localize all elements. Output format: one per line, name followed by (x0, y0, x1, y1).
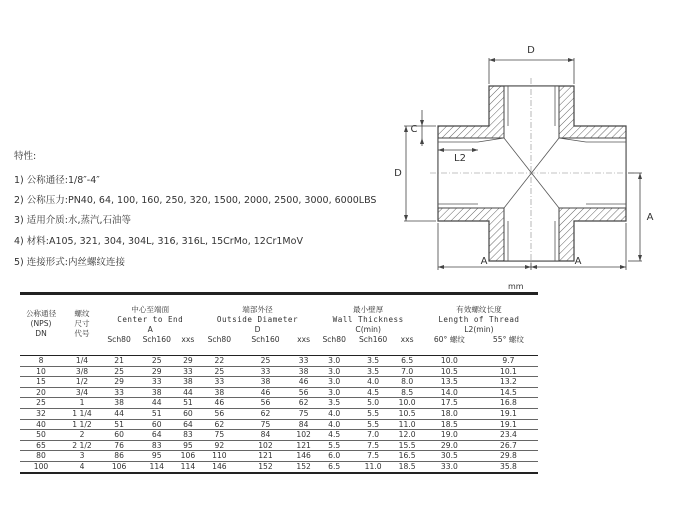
table-cell: 62 (291, 398, 317, 409)
table-cell: 51 (102, 419, 136, 430)
header-thread-55: 55° 螺纹 (492, 335, 524, 344)
table-cell: 26.7 (479, 440, 538, 451)
table-cell: 60 (136, 419, 177, 430)
table-cell: 60 (102, 430, 136, 441)
table-cell: 7.5 (352, 440, 395, 451)
table-cell: 13.5 (420, 377, 479, 388)
table-cell: 20 (20, 387, 62, 398)
header-od-cn: 端部外径 (198, 294, 316, 316)
spec-item: 3) 适用介质:水,蒸汽,石油等 (14, 215, 132, 226)
table-cell: 40 (20, 419, 62, 430)
table-cell: 44 (177, 387, 198, 398)
table-cell: 3.0 (317, 387, 352, 398)
table-row (20, 408, 538, 419)
label-a-bottom-left: A (480, 256, 488, 267)
table-cell: 4.0 (317, 408, 352, 419)
header-thread-sym: L2(min) (464, 325, 494, 334)
table-cell: 106 (177, 451, 198, 462)
header-center-cn: 中心至端面 (102, 294, 198, 316)
table-cell: 1/2 (62, 377, 102, 388)
table-cell: 114 (136, 461, 177, 472)
header-sch160: Sch160 (358, 335, 388, 344)
table-cell: 10.1 (479, 366, 538, 377)
table-cell: 62 (240, 408, 290, 419)
table-cell: 9.7 (479, 356, 538, 367)
table-cell: 146 (198, 461, 240, 472)
table-cell: 38 (291, 366, 317, 377)
table-cell: 4.0 (317, 419, 352, 430)
header-od-en: Outside Diameter (216, 315, 299, 324)
table-cell: 56 (240, 398, 290, 409)
table-cell: 110 (198, 451, 240, 462)
table-cell: 14.5 (479, 387, 538, 398)
table-cell: 152 (291, 461, 317, 472)
header-xxs: xxs (400, 335, 414, 344)
unit-label: mm (508, 282, 524, 291)
table-cell: 46 (198, 398, 240, 409)
table-cell: 8 (20, 356, 62, 367)
table-cell: 38 (102, 398, 136, 409)
table-row (20, 366, 538, 377)
header-wall-sym: C(min) (355, 325, 381, 334)
header-center-en: Center to End (117, 315, 184, 324)
table-cell: 33 (177, 366, 198, 377)
table-cell: 3.0 (317, 377, 352, 388)
table-cell: 6.5 (317, 461, 352, 472)
table-cell: 8.0 (394, 377, 419, 388)
table-row (20, 430, 538, 441)
table-row (20, 377, 538, 388)
table-row (20, 451, 538, 462)
table-cell: 16.8 (479, 398, 538, 409)
header-xxs: xxs (297, 335, 311, 344)
table-cell: 10.5 (394, 408, 419, 419)
table-cell: 80 (20, 451, 62, 462)
table-cell: 5.5 (352, 408, 395, 419)
table-cell: 29.0 (420, 440, 479, 451)
table-cell: 1 1/4 (62, 408, 102, 419)
table-cell: 4 (62, 461, 102, 472)
table-cell: 33.0 (420, 461, 479, 472)
label-c: C (410, 124, 418, 135)
table-cell: 11.0 (352, 461, 395, 472)
table-cell: 38 (136, 387, 177, 398)
header-od-sym: D (254, 325, 261, 334)
table-cell: 64 (136, 430, 177, 441)
table-cell: 10.0 (420, 356, 479, 367)
table-cell: 3/4 (62, 387, 102, 398)
table-cell: 25 (198, 366, 240, 377)
table-cell: 22 (198, 356, 240, 367)
table-cell: 50 (20, 430, 62, 441)
header-sch160: Sch160 (142, 335, 171, 344)
cross-fitting-drawing (386, 38, 658, 274)
table-cell: 33 (291, 356, 317, 367)
table-cell: 7.0 (352, 430, 395, 441)
table-cell: 83 (136, 440, 177, 451)
table-body (20, 356, 538, 473)
table-cell: 6.5 (394, 356, 419, 367)
table-cell: 75 (240, 419, 290, 430)
header-sch80: Sch80 (322, 335, 346, 344)
header-thread-60: 60° 螺纹 (433, 335, 465, 344)
spec-item: 4) 材料:A105, 321, 304, 304L, 316, 316L, 15CrMo, 12Cr1MoV (14, 236, 303, 247)
specs-heading: 特性: (14, 151, 37, 162)
table-cell: 3.5 (352, 356, 395, 367)
table-cell: 25 (240, 356, 290, 367)
label-l2: L2 (454, 153, 466, 164)
table-cell: 62 (198, 419, 240, 430)
label-a-bottom-right: A (574, 256, 582, 267)
table-cell: 102 (240, 440, 290, 451)
header-thread-cn: 有效螺纹长度 (420, 294, 538, 316)
table-cell: 51 (177, 398, 198, 409)
table-cell: 33 (198, 377, 240, 388)
table-row (20, 356, 538, 367)
table-cell: 86 (102, 451, 136, 462)
table-cell: 16.5 (394, 451, 419, 462)
table-cell: 146 (291, 451, 317, 462)
table-cell: 106 (102, 461, 136, 472)
table-cell: 102 (291, 430, 317, 441)
spec-item: 5) 连接形式:内丝螺纹连接 (14, 257, 125, 268)
table-cell: 75 (198, 430, 240, 441)
table-cell: 19.0 (420, 430, 479, 441)
table-row (20, 440, 538, 451)
table-cell: 3.0 (317, 356, 352, 367)
table-cell: 3.5 (352, 366, 395, 377)
table-cell: 92 (198, 440, 240, 451)
table-cell: 19.1 (479, 419, 538, 430)
table-cell: 29.8 (479, 451, 538, 462)
table-cell: 25 (136, 356, 177, 367)
table-cell: 5.5 (352, 419, 395, 430)
table-cell: 46 (240, 387, 290, 398)
table-row (20, 461, 538, 472)
table-cell: 2 1/2 (62, 440, 102, 451)
table-cell: 44 (102, 408, 136, 419)
table-cell: 6.0 (317, 451, 352, 462)
table-cell: 51 (136, 408, 177, 419)
table-cell: 100 (20, 461, 62, 472)
table-cell: 121 (240, 451, 290, 462)
table-cell: 29 (136, 366, 177, 377)
header-wall-cn: 最小壁厚 (317, 294, 420, 316)
table-cell: 33 (240, 366, 290, 377)
table-row (20, 398, 538, 409)
table-cell: 3.0 (317, 366, 352, 377)
table-cell: 95 (177, 440, 198, 451)
table-cell: 5.5 (317, 440, 352, 451)
header-thread-size: 螺纹 尺寸 代号 (62, 294, 102, 356)
table-cell: 76 (102, 440, 136, 451)
table-cell: 35.8 (479, 461, 538, 472)
table-cell: 1/4 (62, 356, 102, 367)
table-cell: 75 (291, 408, 317, 419)
table-cell: 25 (102, 366, 136, 377)
table-cell: 15 (20, 377, 62, 388)
table-cell: 152 (240, 461, 290, 472)
table-cell: 95 (136, 451, 177, 462)
table-cell: 7.5 (352, 451, 395, 462)
table-cell: 23.4 (479, 430, 538, 441)
table-cell: 12.0 (394, 430, 419, 441)
table-cell: 33 (102, 387, 136, 398)
table-cell: 13.2 (479, 377, 538, 388)
header-center-sym: A (147, 325, 153, 334)
table-cell: 19.1 (479, 408, 538, 419)
table-cell: 3.5 (317, 398, 352, 409)
table-cell: 32 (20, 408, 62, 419)
table-cell: 15.5 (394, 440, 419, 451)
table-cell: 46 (291, 377, 317, 388)
table-cell: 65 (20, 440, 62, 451)
table-cell: 84 (240, 430, 290, 441)
table-row (20, 419, 538, 430)
table-cell: 18.0 (420, 408, 479, 419)
spec-item: 2) 公称压力:PN40, 64, 100, 160, 250, 320, 1500, 2000, 2500, 3000, 6000LBS (14, 195, 377, 206)
header-sch160: Sch160 (251, 335, 280, 344)
table-cell: 29 (177, 356, 198, 367)
table-cell: 121 (291, 440, 317, 451)
table-cell: 18.5 (394, 461, 419, 472)
header-sch80: Sch80 (107, 335, 131, 344)
label-a-right: A (646, 212, 654, 223)
table-cell: 64 (177, 419, 198, 430)
table-cell: 25 (20, 398, 62, 409)
table-cell: 14.0 (420, 387, 479, 398)
table-cell: 21 (102, 356, 136, 367)
table-cell: 10.5 (420, 366, 479, 377)
table-cell: 1 (62, 398, 102, 409)
table-cell: 114 (177, 461, 198, 472)
header-xxs: xxs (181, 335, 195, 344)
table-cell: 4.5 (352, 387, 395, 398)
table-cell: 30.5 (420, 451, 479, 462)
table-cell: 56 (291, 387, 317, 398)
table-cell: 29 (102, 377, 136, 388)
header-thread-en: Length of Thread (438, 315, 520, 324)
spec-item: 1) 公称通径:1/8″-4″ (14, 175, 100, 186)
table-cell: 10 (20, 366, 62, 377)
table-cell: 60 (177, 408, 198, 419)
table-cell: 38 (177, 377, 198, 388)
table-cell: 3 (62, 451, 102, 462)
table-cell: 56 (198, 408, 240, 419)
table-cell: 7.0 (394, 366, 419, 377)
table-cell: 3/8 (62, 366, 102, 377)
table-row (20, 387, 538, 398)
table-cell: 38 (240, 377, 290, 388)
table-cell: 5.0 (352, 398, 395, 409)
table-cell: 1 1/2 (62, 419, 102, 430)
table-cell: 11.0 (394, 419, 419, 430)
table-cell: 8.5 (394, 387, 419, 398)
table-cell: 17.5 (420, 398, 479, 409)
table-cell: 44 (136, 398, 177, 409)
header-sch80: Sch80 (207, 335, 232, 344)
header-wall-en: Wall Thickness (332, 315, 404, 324)
table-cell: 38 (198, 387, 240, 398)
header-nominal: 公称通径 (NPS) DN (20, 294, 62, 356)
table-cell: 18.5 (420, 419, 479, 430)
table-cell: 2 (62, 430, 102, 441)
table-cell: 83 (177, 430, 198, 441)
dimensions-table (20, 292, 538, 478)
table-cell: 4.0 (352, 377, 395, 388)
table-cell: 10.0 (394, 398, 419, 409)
table-cell: 4.5 (317, 430, 352, 441)
label-d-top: D (527, 45, 535, 56)
table-cell: 84 (291, 419, 317, 430)
table-cell: 33 (136, 377, 177, 388)
label-d-left: D (394, 168, 402, 179)
